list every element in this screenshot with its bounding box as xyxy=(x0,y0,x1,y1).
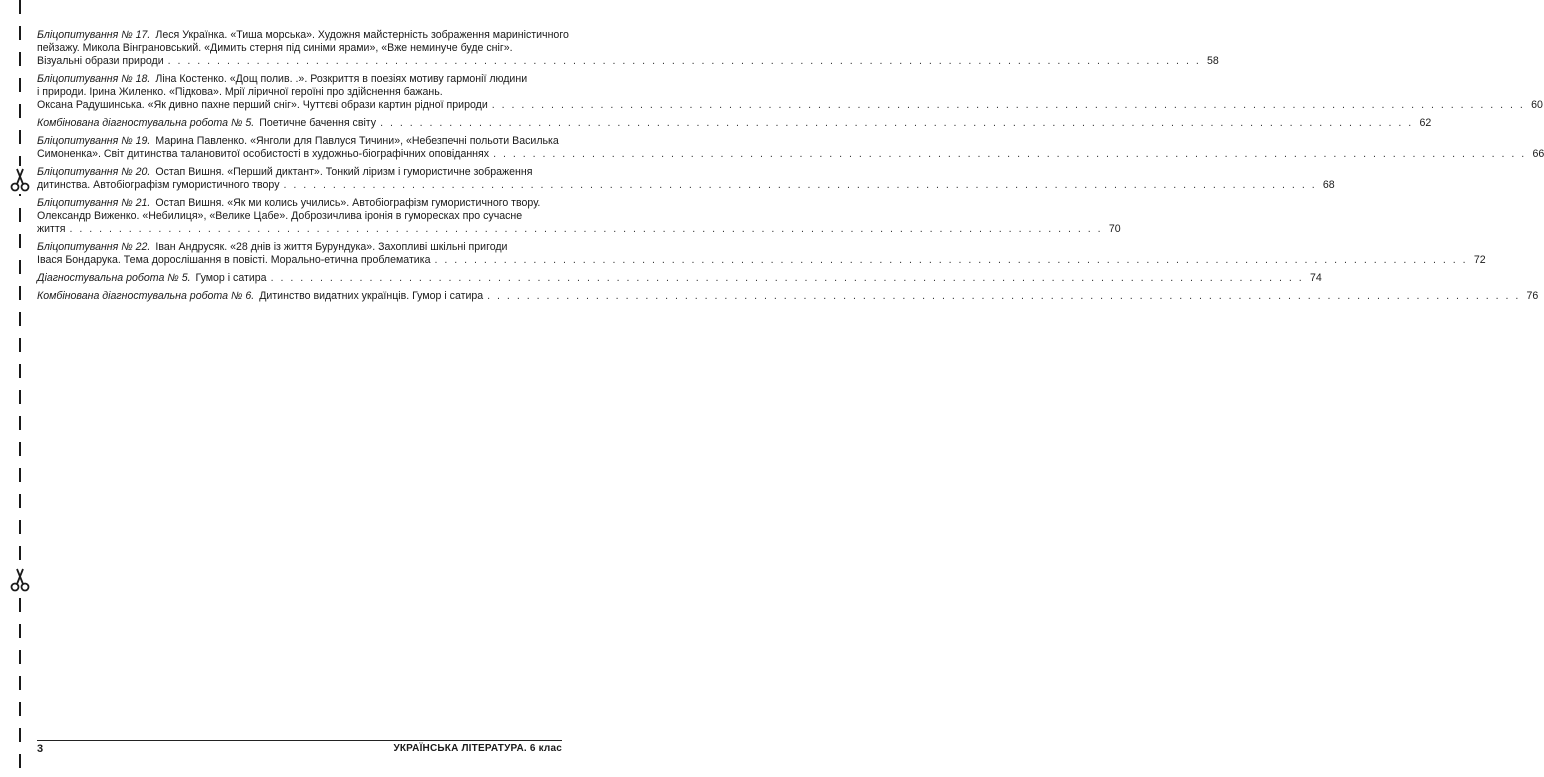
dot-leader xyxy=(69,223,1102,236)
toc-entry-text: Симоненка». Світ дитинства талановитої особистості в художньо-біографічних оповіданнях xyxy=(37,148,490,160)
toc-entry-text: Марина Павленко. «Янголи для Павлуся Тичини», «Небезпечні польоти Василька xyxy=(155,135,559,147)
toc-entry-text: Івася Бондарука. Тема дорослішання в повісті. Морально-етична проблематика xyxy=(37,254,431,266)
toc-page-number: 74 xyxy=(1309,272,1322,284)
toc-entry-line xyxy=(37,99,1543,112)
toc-page-number: 68 xyxy=(1322,179,1335,191)
toc-entry-text: Поетичне бачення світу xyxy=(259,117,377,129)
toc-entry-text: дитинства. Автобіографізм гумористичного твору xyxy=(37,179,280,191)
toc-entry xyxy=(37,29,1219,68)
toc-entry-line xyxy=(37,117,1432,130)
toc-entry-line xyxy=(37,166,559,179)
toc-entry xyxy=(37,241,1486,267)
toc-entry xyxy=(37,135,1544,161)
toc-entry-text: Гумор і сатира xyxy=(195,272,267,284)
dot-leader xyxy=(487,290,1520,303)
dot-leader xyxy=(492,99,1525,112)
toc-entry xyxy=(37,290,1539,303)
toc-page-number: 66 xyxy=(1532,148,1544,160)
cut-line xyxy=(19,0,21,777)
toc-entry-line xyxy=(37,135,559,148)
toc-page-number: 60 xyxy=(1531,99,1543,111)
toc-entry-line xyxy=(37,290,1539,303)
toc-entry-text: Остап Вишня. «Як ми колись учились». Автобіографізм гумористичного твору. xyxy=(155,197,541,209)
toc-entry-text: Іван Андрусяк. «28 днів із життя Бурундука». Захопливі шкільні пригоди xyxy=(155,241,508,253)
toc-entry-text: життя xyxy=(37,223,66,235)
toc-entry-text: Оксана Радушинська. «Як дивно пахне перший сніг». Чуттєві образи картин рідної природи xyxy=(37,99,488,111)
toc-entry-label: Бліцопитування № 18. xyxy=(37,73,151,85)
dot-leader xyxy=(434,254,1467,267)
toc-entry-text: Візуальні образи природи xyxy=(37,55,164,67)
toc-page-number: 76 xyxy=(1526,290,1539,302)
toc-entry-label: Бліцопитування № 17. xyxy=(37,29,151,41)
dot-leader xyxy=(284,179,1317,192)
toc-entry-text: Ліна Костенко. «Дощ полив. .». Розкриття в поезіях мотиву гармонії людини xyxy=(155,73,528,85)
toc-entry-line xyxy=(37,210,559,223)
toc-entry xyxy=(37,272,1322,285)
footer-divider xyxy=(37,740,562,741)
dot-leader xyxy=(168,55,1201,68)
toc-entry-label: Комбінована діагностувальна робота № 6. xyxy=(37,290,255,302)
toc-entry-label: Бліцопитування № 20. xyxy=(37,166,151,178)
toc-entry xyxy=(37,166,1335,192)
toc-entry-label: Діагностувальна робота № 5. xyxy=(37,272,191,284)
toc-entry-line xyxy=(37,254,1486,267)
toc-entry-line xyxy=(37,223,1121,236)
toc-entry-text: пейзажу. Микола Вінграновський. «Димить стерня під синіми ярами», «Вже неминуче буде сніг». xyxy=(37,42,513,54)
toc-entry-label: Бліцопитування № 22. xyxy=(37,241,151,253)
toc-entry xyxy=(37,197,1121,236)
page-number: 3 xyxy=(37,743,44,755)
toc-entry xyxy=(37,117,1432,130)
toc-entry-line xyxy=(37,179,1335,192)
toc-entry-line xyxy=(37,86,559,99)
table-of-contents xyxy=(37,29,1544,308)
toc-page-number: 58 xyxy=(1206,55,1219,67)
toc-entry-line xyxy=(37,241,559,254)
scissors-icon xyxy=(6,566,34,594)
toc-entry-line xyxy=(37,42,559,55)
dot-leader xyxy=(380,117,1413,130)
toc-entry-text: Дитинство видатних українців. Гумор і сатира xyxy=(259,290,484,302)
toc-page-number: 70 xyxy=(1108,223,1121,235)
toc-entry-text: і природи. Ірина Жиленко. «Підкова». Мрії ліричної героїні про здійснення бажань. xyxy=(37,86,443,98)
toc-entry xyxy=(37,73,1543,112)
toc-entry-line xyxy=(37,197,559,210)
scissors-icon xyxy=(6,166,34,194)
book-title: УКРАЇНСЬКА ЛІТЕРАТУРА. 6 клас xyxy=(393,743,562,754)
toc-entry-line xyxy=(37,148,1544,161)
toc-page-number: 72 xyxy=(1473,254,1486,266)
toc-entry-line xyxy=(37,55,1219,68)
dot-leader xyxy=(493,148,1526,161)
toc-entry-text: Остап Вишня. «Перший диктант». Тонкий ліризм і гумористичне зображення xyxy=(155,166,533,178)
toc-entry-label: Комбінована діагностувальна робота № 5. xyxy=(37,117,255,129)
toc-entry-text: Леся Українка. «Тиша морська». Художня майстерність зображення мариністичного xyxy=(155,29,569,41)
dot-leader xyxy=(271,272,1304,285)
toc-entry-line xyxy=(37,73,559,86)
toc-entry-label: Бліцопитування № 21. xyxy=(37,197,151,209)
toc-entry-line xyxy=(37,29,569,42)
toc-entry-line xyxy=(37,272,1322,285)
toc-entry-text: Олександр Виженко. «Небилиця», «Велике Цабе». Доброзичлива іронія в гуморесках про сучасне xyxy=(37,210,523,222)
toc-page-number: 62 xyxy=(1419,117,1432,129)
toc-entry-label: Бліцопитування № 19. xyxy=(37,135,151,147)
